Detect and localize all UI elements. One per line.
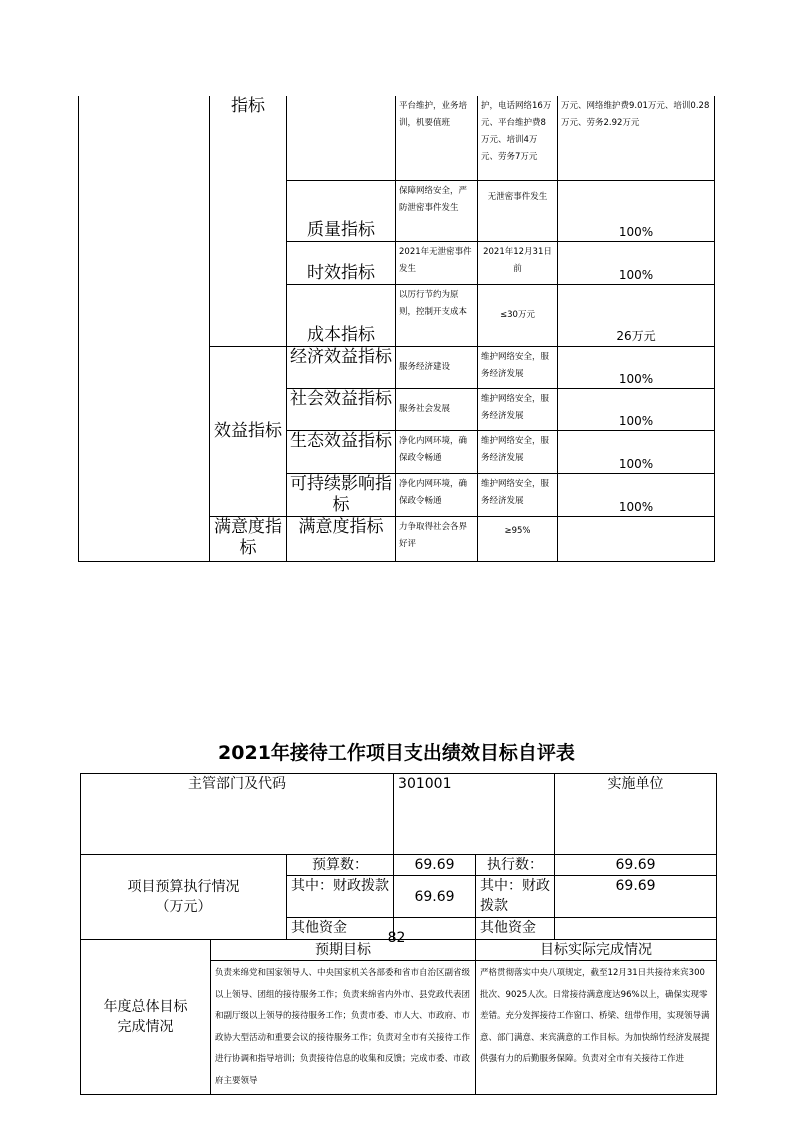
value-cell: 维护网络安全，服务经济发展 [478,388,558,430]
target-cell: 平台维护，业务培训，机要值班 [396,96,478,180]
other-label-2: 其他资金 [476,918,555,940]
value-cell: 维护网络安全，服务经济发展 [478,473,558,516]
table-cell [79,96,210,561]
value-cell: 维护网络安全，服务经济发展 [478,346,558,388]
expected-header: 预期目标 [211,940,476,961]
target-cell: 以厉行节约为原则，控制开支成本 [396,284,478,346]
actual-header: 目标实际完成情况 [476,940,717,961]
dept-code: 301001 [394,774,555,855]
subcategory-cell: 生态效益指标 [287,430,396,473]
target-cell: 力争取得社会各界好评 [396,516,478,561]
unit-label: 实施单位 [555,774,717,855]
budget-num-label: 预算数： [287,855,394,876]
budget-num: 69.69 [394,855,476,876]
goal-label: 年度总体目标完成情况 [81,940,211,1095]
value-cell: ≤30万元 [478,284,558,346]
target-cell: 净化内网环境，确保政令畅通 [396,430,478,473]
target-cell: 服务社会发展 [396,388,478,430]
actual-cell [558,516,715,561]
exec-label: 执行数： [476,855,555,876]
budget-label: 项目预算执行情况（万元） [81,855,287,940]
value-cell: 护，电话网络16万元、平台维护费8万元、培训4万元、劳务7万元 [478,96,558,180]
subcategory-cell: 成本指标 [287,284,396,346]
subcategory-cell: 时效指标 [287,241,396,284]
subcategory-cell: 质量指标 [287,180,396,241]
value-cell: 2021年12月31日前 [478,241,558,284]
exec-num: 69.69 [555,855,717,876]
actual-cell: 万元、网络维护费9.01万元、培训0.28万元、劳务2.92万元 [558,96,715,180]
actual-cell: 100% [558,430,715,473]
among-label: 其中：财政拨款 [287,876,394,918]
target-cell: 服务经济建设 [396,346,478,388]
value-cell: 无泄密事件发生 [478,180,558,241]
page-number: 82 [387,930,406,946]
target-cell: 净化内网环境，确保政令畅通 [396,473,478,516]
actual-cell: 100% [558,388,715,430]
among-label-2: 其中：财政拨款 [476,876,555,918]
category-cell: 效益指标 [210,346,287,516]
value-cell: ≥95% [478,516,558,561]
actual-cell: 100% [558,473,715,516]
dept-label: 主管部门及代码 [81,774,394,855]
actual-text: 严格贯彻落实中央八项规定，截至12月31日共接待来宾300批次、9025人次。日常接待满意度达96%以上，确保实现零差错。充分发挥接待工作窗口、桥梁、纽带作用，实现领导满意、部门满意、来宾满意的工作目标。为加快绵竹经济发展提供强有力的后勤服务保障。负责对全市有关接待工作进 [476,961,717,1095]
table-title: 2021年接待工作项目支出绩效目标自评表 [218,742,575,764]
fiscal-exec: 69.69 [555,876,717,918]
subcategory-cell: 社会效益指标 [287,388,396,430]
subcategory-cell: 经济效益指标 [287,346,396,388]
actual-cell: 100% [558,180,715,241]
actual-cell: 26万元 [558,284,715,346]
subcategory-cell: 可持续影响指标 [287,473,396,516]
performance-indicator-table [78,96,715,562]
subcategory-cell: 满意度指标 [287,516,396,561]
category-cell: 满意度指标 [210,516,287,561]
expected-text: 负责来绵党和国家领导人、中央国家机关各部委和省市自治区副省级以上领导、团组的接待服务工作；负责来绵省内外市、县党政代表团和副厅级以上领导的接待服务工作；负责市委、市人大、市政府、市政协大型活动和重要会议的接待服务工作；负责对全市有关接待工作进行协调和指导培训；负责接待信息的收集和反馈；完成市委、市政府主要领导 [211,961,476,1095]
target-cell: 2021年无泄密事件发生 [396,241,478,284]
target-cell: 保障网络安全，严防泄密事件发生 [396,180,478,241]
category-cell: 指标 [210,96,287,346]
actual-cell: 100% [558,241,715,284]
value-cell: 维护网络安全，服务经济发展 [478,430,558,473]
fiscal-budget: 69.69 [394,876,476,918]
other-label: 其他资金 [287,918,394,940]
subcategory-cell [287,96,396,180]
actual-cell: 100% [558,346,715,388]
